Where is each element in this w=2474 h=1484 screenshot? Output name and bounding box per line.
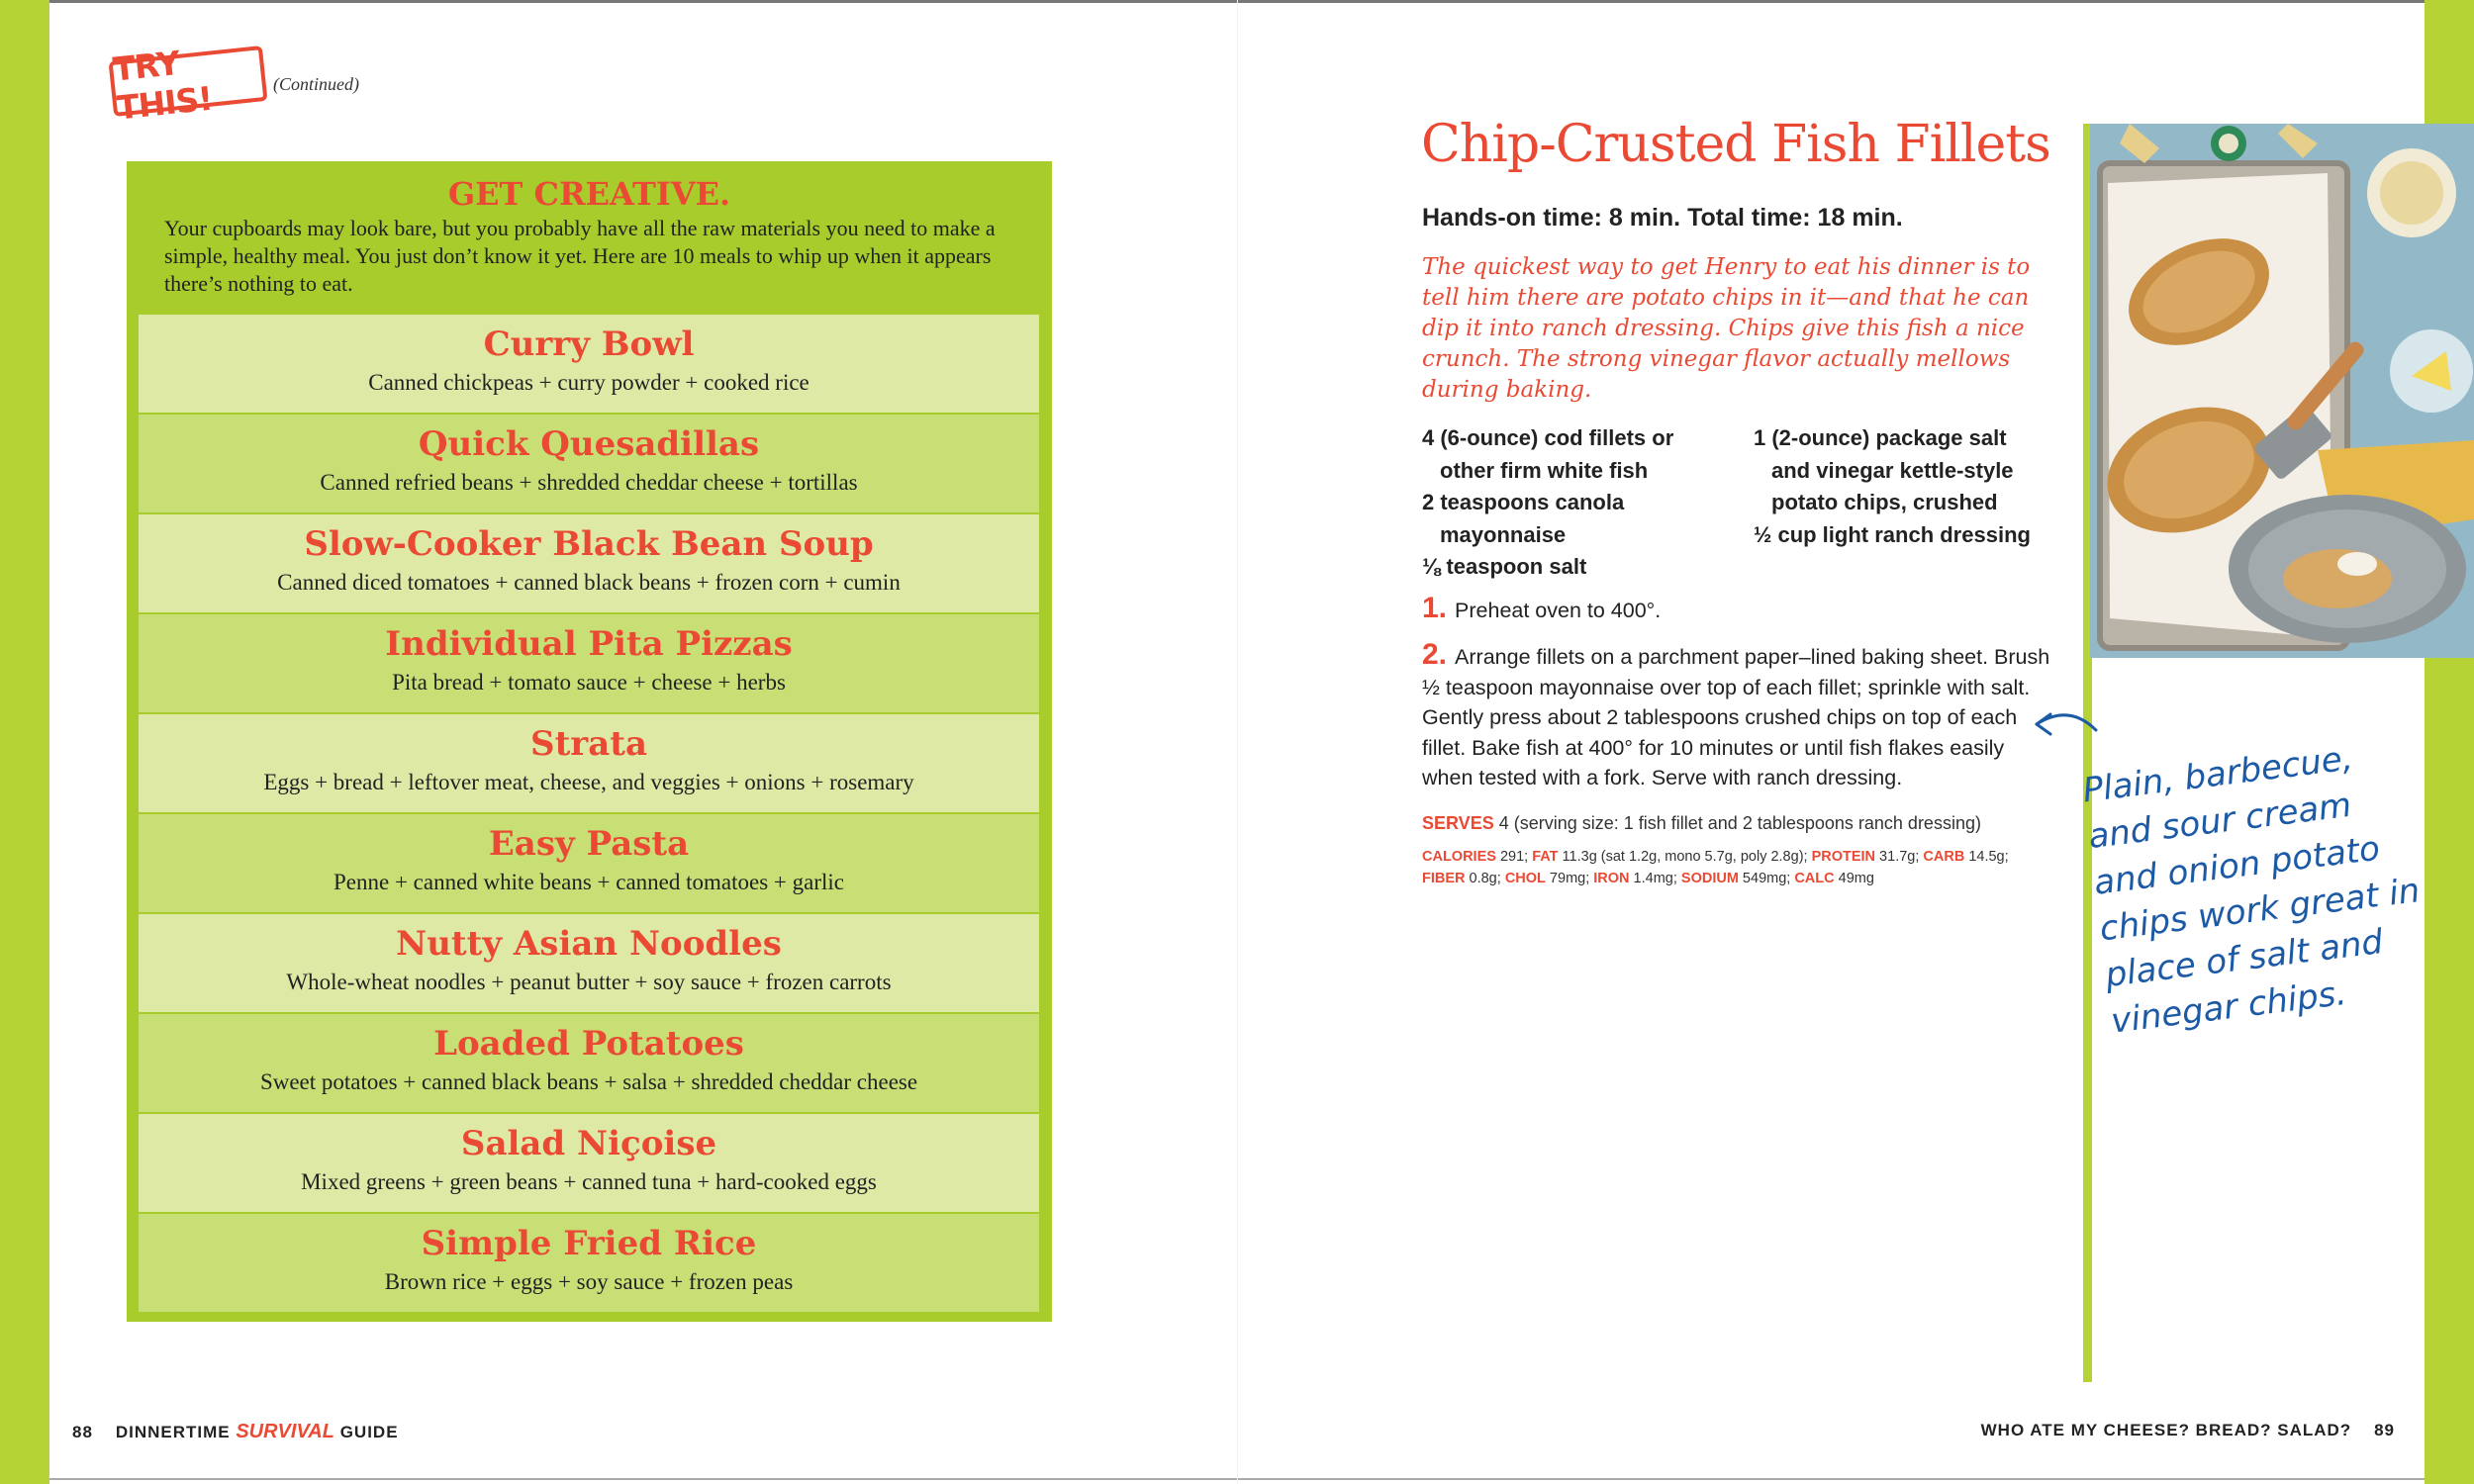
meal-item [139, 1114, 1039, 1212]
ingredients-left [1422, 422, 1719, 584]
right-folio [1981, 1421, 2395, 1440]
meal-ingredients: Sweet potatoes + canned black beans + salsa + shredded cheddar cheese [259, 1069, 918, 1094]
nutrition-value: 0.8g; [1465, 871, 1505, 886]
meal-title: Quick Quesadillas [418, 424, 760, 464]
step-2 [1422, 640, 2055, 793]
nutrition-label: PROTEIN [1811, 849, 1876, 865]
serves-label: SERVES [1422, 813, 1494, 833]
meal-title: Strata [530, 724, 647, 764]
section-title: WHO ATE MY CHEESE? BREAD? SALAD? [1980, 1421, 2352, 1439]
meal-title: Slow-Cooker Black Bean Soup [304, 524, 874, 564]
recipe-times: Hands-on time: 8 min. Total time: 18 min. [1422, 204, 1903, 232]
handwritten-tip: Plain, barbecue, and sour cream and onion potato chips work great in place of salt and vinegar chips. [2080, 738, 2423, 1042]
stamp-text: TRY THIS! [111, 43, 215, 128]
ingredient-line: and vinegar kettle-style [1771, 457, 2014, 483]
nutrition-label: FIBER [1422, 871, 1466, 886]
nutrition-value: 1.4mg; [1629, 871, 1681, 886]
ingredient-line: 1 (2-ounce) package salt [1754, 425, 2007, 450]
nutrition-label: IRON [1593, 871, 1630, 886]
step-1 [1422, 594, 2055, 626]
meal-item [139, 614, 1039, 712]
serves-line [1422, 813, 1981, 834]
ingredient-line: ½ cup light ranch dressing [1754, 521, 2031, 547]
meal-ingredients: Whole-wheat noodles + peanut butter + soy sauce + frozen carrots [286, 970, 892, 994]
meal-ingredients: Mixed greens + green beans + canned tuna + hard-cooked eggs [301, 1169, 877, 1194]
nutrition-value: 11.3g (sat 1.2g, mono 5.7g, poly 2.8g); [1558, 849, 1812, 865]
meal-ingredients: Penne + canned white beans + canned tomatoes + garlic [333, 870, 844, 894]
nutrition-value: 31.7g; [1875, 849, 1924, 865]
meal-item [139, 315, 1039, 413]
meal-ingredients: Pita bread + tomato sauce + cheese + herbs [392, 670, 786, 695]
nutrition-label: CARB [1923, 849, 1965, 865]
book-title-pre: DINNERTIME [115, 1423, 237, 1441]
meal-ingredients: Canned diced tomatoes + canned black beans + frozen corn + cumin [277, 570, 901, 595]
left-page-number: 88 [72, 1423, 93, 1441]
gutter [1237, 0, 1238, 1484]
meal-item [139, 514, 1039, 612]
meal-item [139, 814, 1039, 912]
ingredient-line: potato chips, crushed [1771, 490, 1998, 514]
nutrition-label: CHOL [1504, 871, 1546, 886]
step-number: 1. [1422, 592, 1448, 624]
step-text: Preheat oven to 400°. [1455, 599, 1662, 622]
fish-photo [2090, 124, 2474, 658]
left-green-edge [0, 0, 49, 1484]
meal-item [139, 1214, 1039, 1312]
ingredient-line: ⅛ teaspoon salt [1422, 554, 1587, 579]
meal-title: Simple Fried Rice [421, 1224, 757, 1263]
try-this-stamp [109, 43, 268, 128]
meal-title: Individual Pita Pizzas [385, 624, 793, 664]
ingredient-line: 2 teaspoons canola [1422, 490, 1625, 514]
ingredient-line: 4 (6-ounce) cod fillets or [1422, 425, 1674, 450]
ingredient-line: other firm white fish [1440, 457, 1649, 483]
nutrition-label: FAT [1532, 849, 1559, 865]
meal-item [139, 914, 1039, 1012]
meal-item [139, 714, 1039, 812]
ingredient-line: mayonnaise [1440, 521, 1567, 547]
recipe-title: Chip-Crusted Fish Fillets [1421, 115, 2050, 174]
nutrition-label: CALORIES [1422, 849, 1496, 865]
nutrition-value: 549mg; [1738, 871, 1795, 886]
step-number: 2. [1422, 638, 1448, 671]
meal-ingredients: Canned chickpeas + curry powder + cooked rice [368, 370, 809, 395]
meal-title: Easy Pasta [488, 824, 690, 864]
meal-item [139, 415, 1039, 512]
ingredients-right [1754, 422, 2070, 551]
get-creative-box [127, 161, 1052, 1322]
fish-photo-illustration [2090, 124, 2474, 658]
meal-title: Loaded Potatoes [433, 1024, 744, 1064]
serves-text: 4 (serving size: 1 fish fillet and 2 tablespoons ranch dressing) [1493, 813, 1981, 833]
meal-title: Curry Bowl [483, 325, 695, 364]
nutrition-value: 14.5g; [1964, 849, 2009, 865]
nutrition-label: CALC [1794, 871, 1835, 886]
book-title-survival: SURVIVAL [236, 1421, 334, 1442]
box-intro: Your cupboards may look bare, but you probably have all the raw materials you need to make a simple, healthy meal. You just don’t know it yet. Here are 10 meals to whip up when it appears there’s nothing to eat. [164, 216, 996, 296]
left-folio [72, 1421, 399, 1443]
step-text: Arrange fillets on a parchment paper–lined baking sheet. Brush ½ teaspoon mayonnaise over top of each fillet; sprinkle with salt. Gently press about 2 tablespoons crushed chips on top of each fillet. Bake fish at 400° for 10 minutes or until fish flakes easily when tested with a fork. Serve with ranch dressing. [1422, 645, 2050, 789]
meal-item [139, 1014, 1039, 1112]
nutrition-value: 79mg; [1545, 871, 1594, 886]
nutrition-value: 291; [1495, 849, 1533, 865]
book-title-post: GUIDE [333, 1423, 399, 1441]
recipe-intro: The quickest way to get Henry to eat his dinner is to tell him there are potato chips in it—and that he can dip it into ranch dressing. Chips give this fish a nice crunch. The strong vinegar flavor actually mellows during baking. [1422, 254, 2031, 403]
meal-ingredients: Brown rice + eggs + soy sauce + frozen peas [384, 1269, 794, 1294]
nutrition-value: 49mg [1834, 871, 1874, 886]
meal-title: Nutty Asian Noodles [396, 924, 782, 964]
box-title: GET CREATIVE. [447, 175, 731, 213]
nutrition-label: SODIUM [1680, 871, 1739, 886]
nutrition-info [1422, 846, 2055, 889]
meal-list [139, 315, 1039, 1314]
meal-ingredients: Eggs + bread + leftover meat, cheese, and veggies + onions + rosemary [263, 770, 914, 794]
meal-ingredients: Canned refried beans + shredded cheddar cheese + tortillas [320, 470, 858, 495]
arrow-icon [2029, 702, 2098, 742]
right-page-number: 89 [2374, 1421, 2395, 1439]
continued-label: (Continued) [273, 74, 359, 94]
meal-title: Salad Niçoise [460, 1124, 717, 1163]
